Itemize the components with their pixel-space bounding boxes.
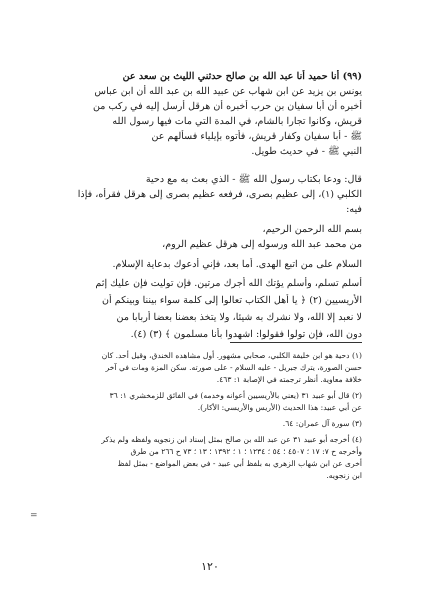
text-line: دون الله، فإن تولوا فقولوا: اشهدوا بأنا مسلمون ﴾ (٣) (٤). (130, 329, 362, 340)
text-line: ﷺ - أبا سفيان وكفار قريش، فأتوه بإيلياء فسألهم عن (151, 131, 362, 142)
text-line: الأريسيين (٢) ﴿ يا أهل الكتاب تعالوا إلى كلمة سواء بيننا وبينكم أن (102, 295, 362, 306)
footnote-line: أخرى عن ابن شهاب الزهري به بلفظ أبي عبيد - في بعض المواضع - بمثل لفظ (117, 459, 362, 468)
footnote-line: خلافة معاوية. أنظر ترجمته في الإصابة ١: ٤٦٣. (216, 375, 362, 384)
footnote-line: (٣) سورة آل عمران: ٦٤. (282, 419, 362, 428)
footnote-separator (230, 342, 362, 343)
text-line: الكلبي (١)، إلى عظيم بصرى، فرفعه عظيم بصرى إلى هرقل فقرأه، فإذا (77, 189, 362, 200)
text-line: بسم الله الرحمن الرحيم، (262, 224, 362, 235)
text-line: من محمد عبد الله ورسوله إلى هرقل عظيم الروم، (162, 239, 362, 250)
text-line: يونس بن يزيد عن ابن شهاب عن عبيد الله بن عبد الله أن ابن عباس (94, 86, 362, 97)
text-line: أسلم تسلم، وأسلم يؤتك الله أجرك مرتين. فإن توليت فإن عليك إثم (95, 278, 362, 289)
margin-mark: = (30, 511, 38, 521)
footnote-line: ابن زنجويه. (326, 471, 362, 480)
text-line: لا نعبد إلا الله، ولا نشرك به شيئا، ولا يتخذ بعضنا بعضا أربابا من (116, 312, 362, 323)
footnote-line: (١) دحية هو ابن خليفة الكلبي، صحابي مشهور. أول مشاهده الخندق، وقيل أحد. كان (101, 351, 362, 360)
text-line: النبي ﷺ - في حديث طويل. (251, 146, 362, 157)
text-line: قريش، وكانوا تجارا بالشام، في المدة التي مات فيها رسول الله (112, 116, 362, 127)
text-line: السلام على من اتبع الهدى. أما بعد، فإني أدعوك بدعاية الإسلام. (112, 259, 362, 270)
text-line: أخبره أن أبا سفيان بن حرب أخبره أن هرقل أرسل إليه في ركب من (92, 101, 362, 112)
footnote-line: وأخرجه ح ٧: ١٧ ؛ ٤٥٠٧ ؛ ٥٤ ؛ ١٢٣٤ ؛ ١ ؛ ١٣٩٢ ؛ ١٣ ؛ ٧٣ ح ٢٦٦ من طرق (130, 447, 362, 456)
page-number: ١٢٠ (201, 560, 219, 573)
footnote-line: (٢) قال أبو عبيد ٣١ (يعني بالأريسيين أعوانه وخدمه) في الفائق للزمخشري ١: ٣٦ (109, 391, 362, 400)
footnote-line: عن أبي عبيد: هذا الحديث (الأريس والأريسي: الأكار). (197, 403, 362, 412)
footnote-line: حسن الصورة، يترك جبريل - عليه السلام - على صورته. سكن المزة ومات في آخر (105, 363, 362, 372)
text-line: قال: ودعا بكتاب رسول الله ﷺ - الذي بعث به مع دحية (145, 174, 362, 185)
text-line: فيه: (346, 204, 362, 215)
text-line: (٩٩) أنا حميد أنا عبد الله بن صالح حدثني الليث بن سعد عن (122, 71, 362, 82)
footnote-line: (٤) أخرجه أبو عبيد ٣١ عن عبد الله بن صالح بمثل إسناد ابن زنجويه ولفظه ولم يذكر (101, 435, 362, 444)
